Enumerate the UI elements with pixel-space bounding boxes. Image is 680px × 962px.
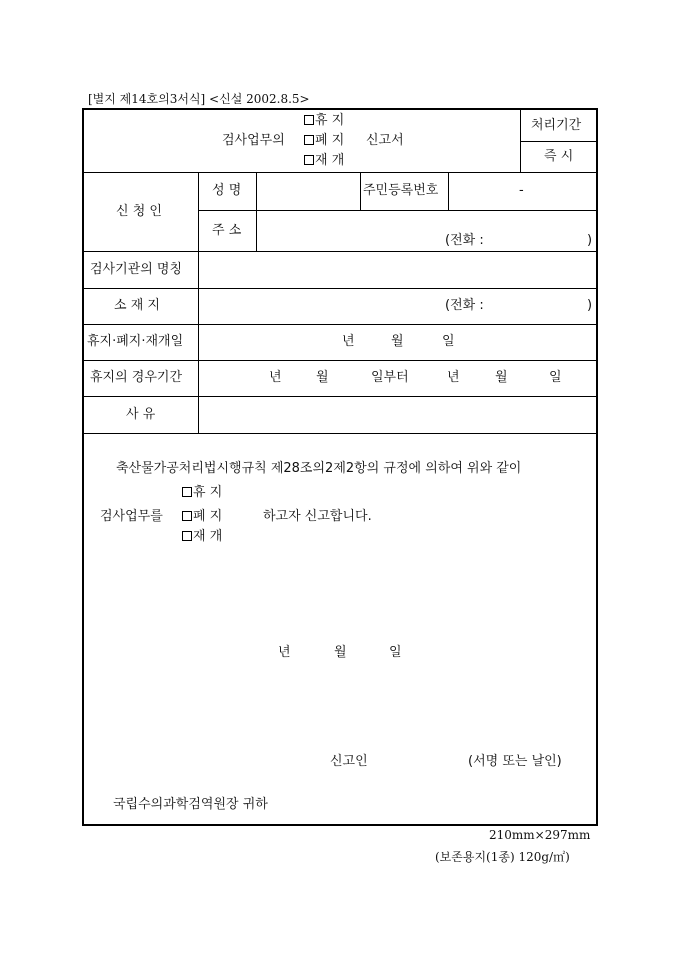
signer-label: 신고인 bbox=[330, 754, 368, 769]
location-phone-label: (전화 : bbox=[445, 298, 484, 313]
reason-label: 사 유 bbox=[126, 407, 156, 422]
address-phone-label: (전화 : bbox=[445, 233, 484, 248]
addressee: 국립수의과학검역원장 귀하 bbox=[113, 797, 268, 812]
processing-period-value: 즉 시 bbox=[544, 149, 574, 164]
period-year-from: 년 bbox=[269, 370, 282, 385]
checkbox-close[interactable] bbox=[304, 135, 314, 145]
name-field[interactable] bbox=[257, 173, 359, 209]
declaration-option-suspend: 휴 지 bbox=[182, 486, 222, 499]
address-label: 주 소 bbox=[212, 223, 242, 238]
title-option-close: 폐 지 bbox=[304, 134, 344, 147]
sign-date-day: 일 bbox=[389, 645, 402, 660]
date-month: 월 bbox=[391, 334, 404, 349]
declaration-checkbox-resume[interactable] bbox=[182, 531, 192, 541]
applicant-section-label: 신 청 인 bbox=[116, 204, 162, 219]
declaration-checkbox-close[interactable] bbox=[182, 511, 192, 521]
location-field[interactable] bbox=[199, 289, 595, 323]
form-title-prefix: 검사업무의 bbox=[222, 133, 285, 148]
resident-number-label: 주민등록번호 bbox=[363, 183, 439, 198]
period-month-from: 월 bbox=[316, 370, 329, 385]
form-header-note: [별지 제14호의3서식] <신설 2002.8.5> bbox=[88, 92, 310, 106]
sign-date-month: 월 bbox=[334, 645, 347, 660]
address-phone-close: ) bbox=[587, 233, 593, 248]
resident-number-dash: - bbox=[519, 183, 524, 198]
checkbox-suspend[interactable] bbox=[304, 115, 314, 125]
declaration-suffix: 하고자 신고합니다. bbox=[263, 509, 372, 524]
sign-date-year: 년 bbox=[278, 645, 291, 660]
checkbox-resume[interactable] bbox=[304, 155, 314, 165]
reason-field[interactable] bbox=[199, 397, 595, 432]
period-row-label: 휴지의 경우기간 bbox=[90, 370, 183, 385]
date-day: 일 bbox=[442, 334, 455, 349]
date-row-label: 휴지·폐지·재개일 bbox=[87, 334, 184, 349]
signer-name-field[interactable] bbox=[380, 748, 460, 772]
period-day-to: 일 bbox=[549, 370, 562, 385]
name-label: 성 명 bbox=[212, 183, 242, 198]
period-day-from: 일부터 bbox=[371, 370, 409, 385]
location-label: 소 재 지 bbox=[114, 298, 160, 313]
form-title-suffix: 신고서 bbox=[366, 133, 404, 148]
location-phone-close: ) bbox=[587, 298, 593, 313]
period-year-to: 년 bbox=[447, 370, 460, 385]
declaration-line: 축산물가공처리법시행규칙 제28조의2제2항의 규정에 의하여 위와 같이 bbox=[116, 461, 522, 476]
agency-name-field[interactable] bbox=[199, 252, 595, 287]
declaration-option-close: 폐 지 bbox=[182, 510, 222, 523]
date-year: 년 bbox=[342, 334, 355, 349]
declaration-prefix: 검사업무를 bbox=[100, 509, 163, 524]
title-option-resume: 재 개 bbox=[304, 154, 344, 167]
period-month-to: 월 bbox=[495, 370, 508, 385]
title-option-suspend: 휴 지 bbox=[304, 114, 344, 127]
paper-size: 210mm×297mm bbox=[489, 828, 591, 842]
signature-note: (서명 또는 날인) bbox=[468, 754, 562, 769]
declaration-checkbox-suspend[interactable] bbox=[182, 487, 192, 497]
paper-spec: (보존용지(1종) 120g/㎡) bbox=[435, 850, 570, 864]
declaration-option-resume: 재 개 bbox=[182, 530, 222, 543]
processing-period-label: 처리기간 bbox=[531, 118, 582, 133]
agency-name-label: 검사기관의 명칭 bbox=[90, 262, 183, 277]
address-field[interactable] bbox=[257, 211, 595, 250]
